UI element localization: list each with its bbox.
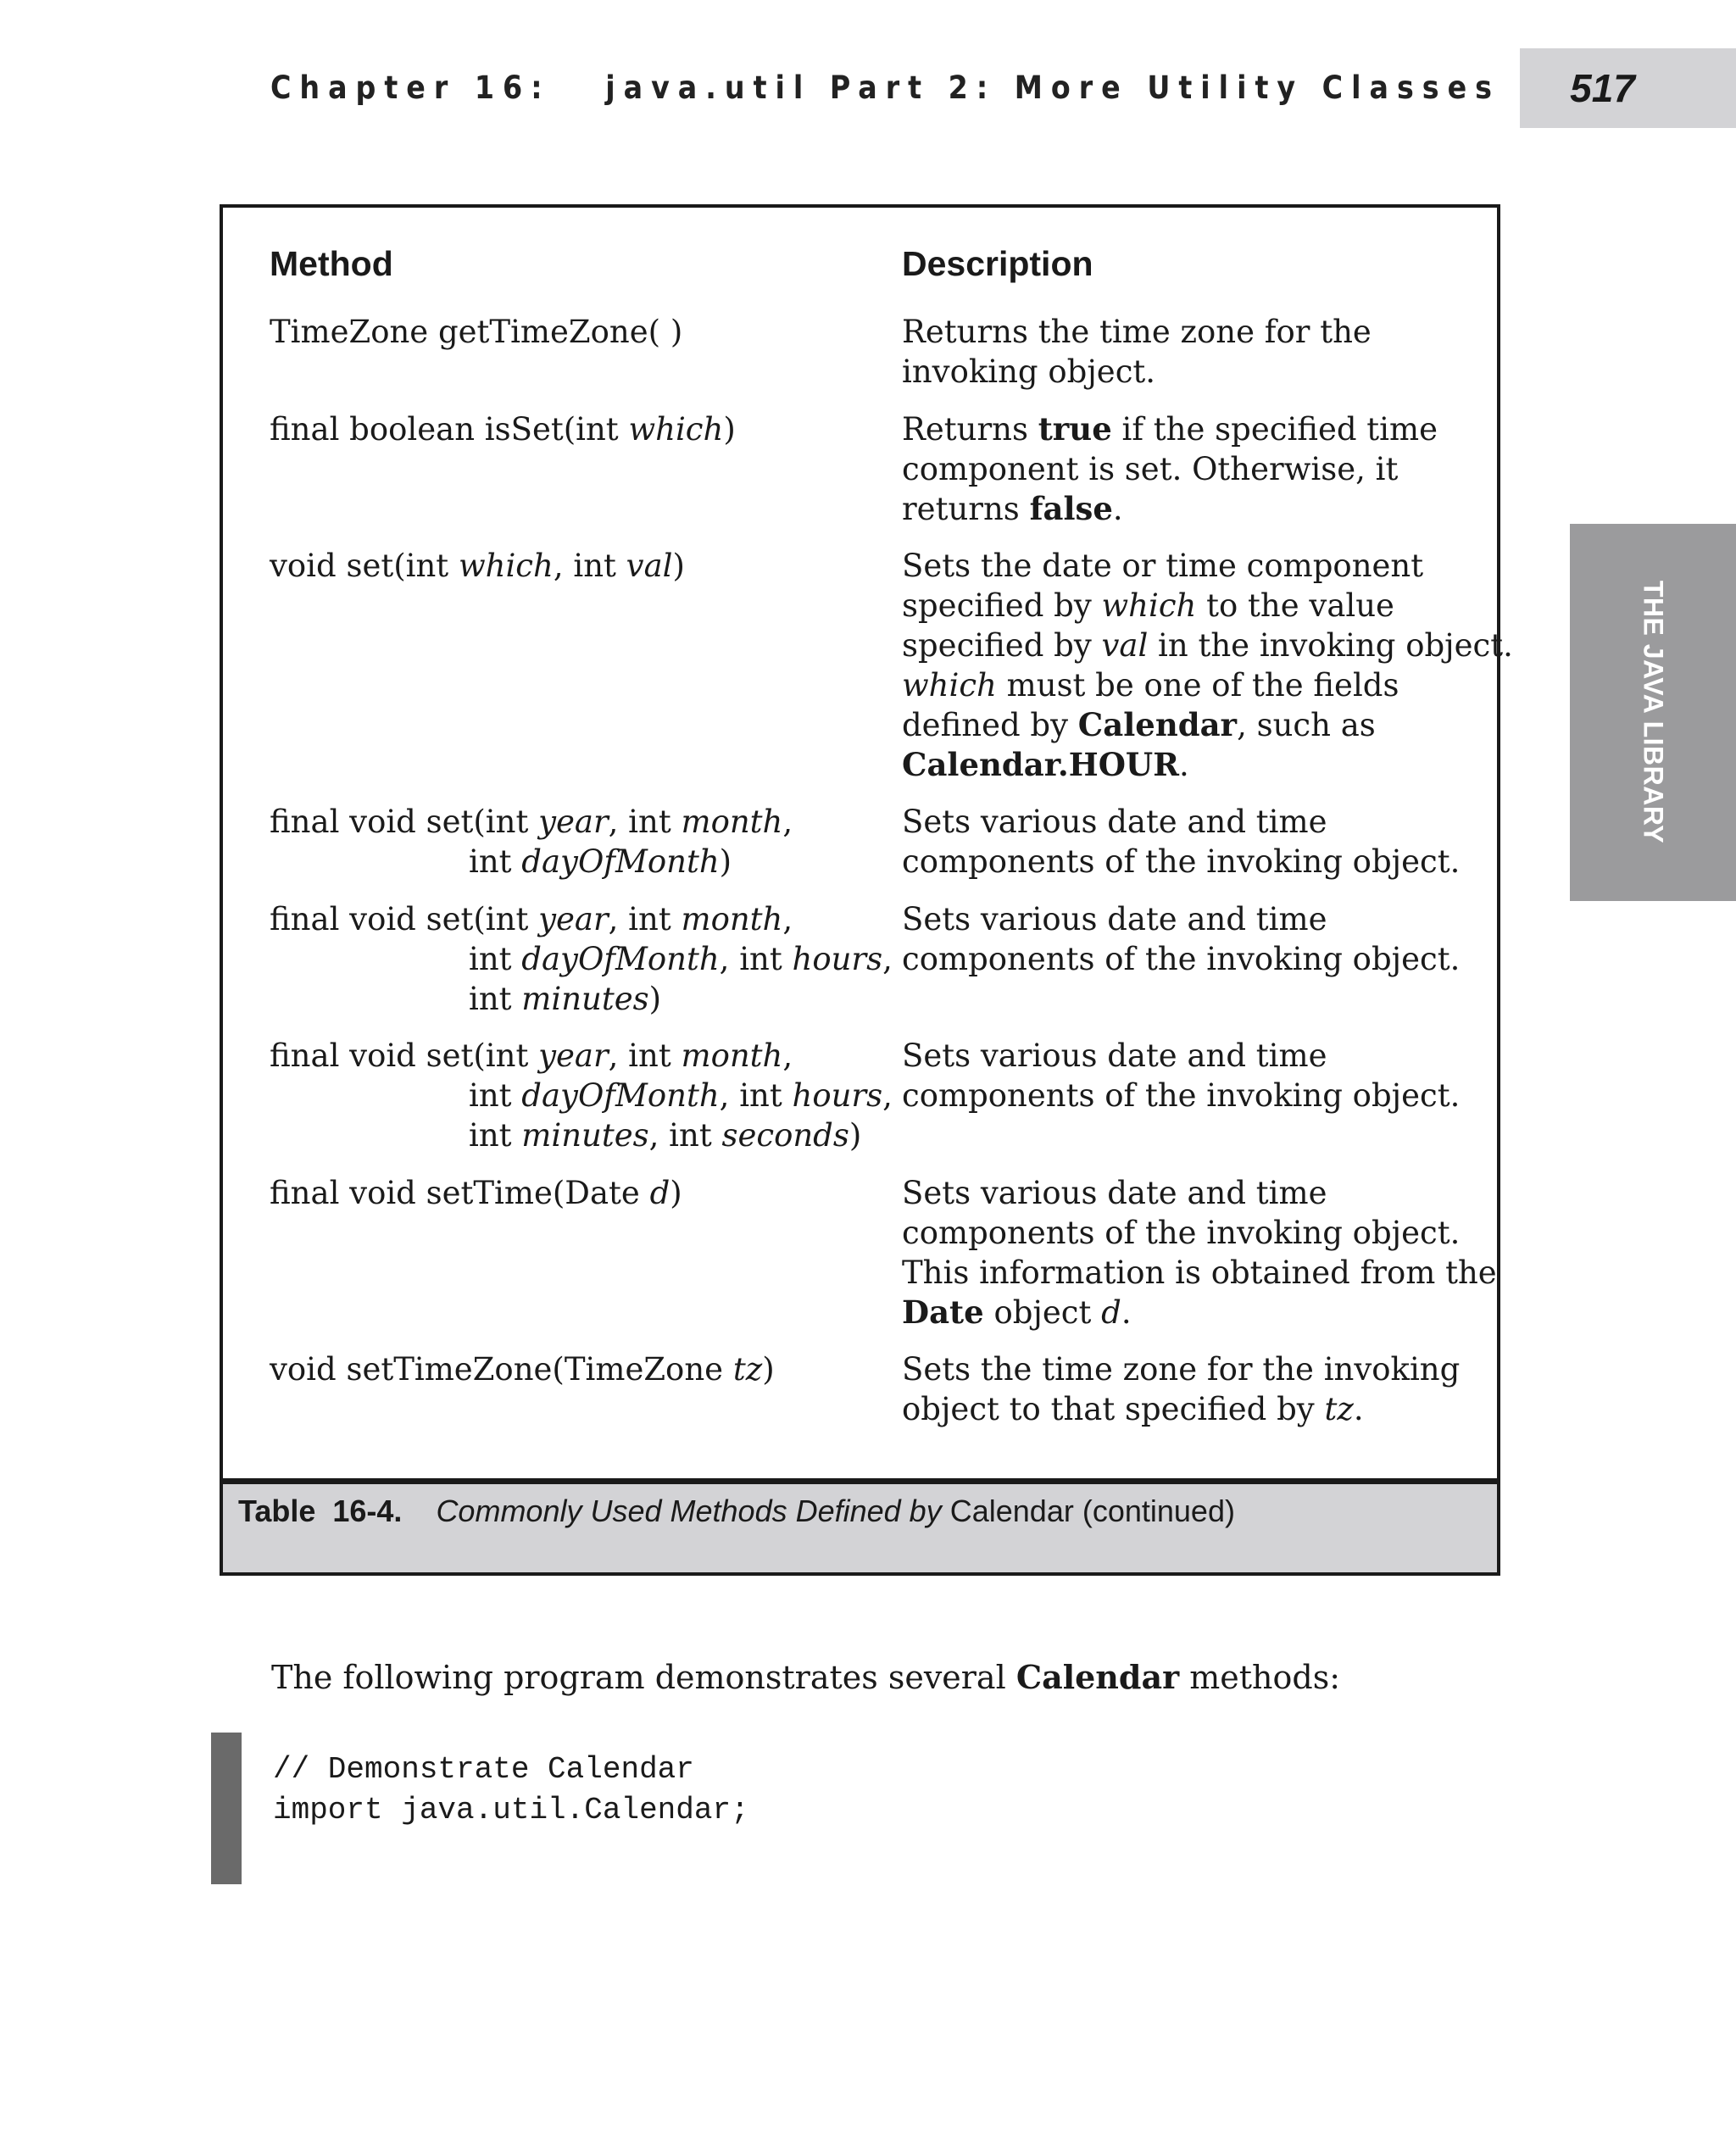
- text-run: ,: [882, 941, 893, 977]
- description-cell: [902, 802, 1460, 882]
- text-run: true: [1038, 410, 1112, 448]
- text-run: must be one of the fields: [996, 667, 1399, 704]
- text-line: [902, 312, 1372, 352]
- text-line: [902, 1389, 1460, 1429]
- text-line: [270, 802, 793, 842]
- text-line: [270, 939, 893, 979]
- text-line: [902, 1036, 1460, 1076]
- description-cell: [902, 1349, 1460, 1429]
- text-run: components of the invoking object.: [902, 1077, 1461, 1114]
- text-line: [270, 409, 736, 449]
- method-cell: [270, 1173, 682, 1213]
- column-header-method: Method: [270, 244, 393, 283]
- method-cell: [270, 409, 736, 449]
- text-run: seconds: [721, 1117, 849, 1154]
- text-line: [902, 802, 1460, 842]
- text-run: Calendar: [1015, 1658, 1180, 1696]
- text-line: [270, 1173, 682, 1213]
- code-margin-bar: [211, 1733, 242, 1884]
- text-run: tz: [1324, 1391, 1354, 1427]
- text-line: [902, 586, 1513, 626]
- method-cell: [270, 546, 685, 586]
- text-line: [270, 1115, 893, 1155]
- text-run: ): [849, 1117, 862, 1154]
- text-line: [902, 665, 1513, 705]
- table-divider: [220, 1478, 1500, 1484]
- body-paragraph: [271, 1658, 1340, 1696]
- text-run: Calendar: [1077, 706, 1238, 743]
- text-run: int: [469, 1077, 522, 1114]
- method-cell: [270, 1349, 775, 1389]
- text-line: [902, 705, 1513, 745]
- text-run: false: [1029, 490, 1113, 527]
- text-run: Sets various date and time: [902, 1037, 1327, 1074]
- text-run: void set(int: [270, 548, 459, 584]
- text-run: int: [469, 1117, 522, 1154]
- text-run: final void setTime(Date: [270, 1175, 650, 1211]
- text-run: ): [670, 1175, 682, 1211]
- text-line: [270, 312, 682, 352]
- text-run: year: [538, 1037, 609, 1074]
- text-run: components of the invoking object.: [902, 941, 1461, 977]
- text-run: This information is obtained from the: [902, 1254, 1497, 1291]
- text-run: Returns: [902, 411, 1038, 448]
- text-run: object: [983, 1294, 1102, 1331]
- text-run: Sets the time zone for the invoking: [902, 1351, 1461, 1388]
- text-line: [902, 626, 1513, 665]
- caption-suffix: (continued): [1082, 1494, 1235, 1528]
- caption-label: Table 16-4.: [238, 1494, 403, 1528]
- side-tab-label: THE JAVA LIBRARY: [1638, 580, 1669, 844]
- text-run: ): [762, 1351, 775, 1388]
- description-cell: [902, 409, 1438, 529]
- text-run: int: [469, 941, 522, 977]
- text-run: defined by: [902, 707, 1078, 743]
- text-run: d: [1101, 1294, 1121, 1331]
- text-run: Sets various date and time: [902, 804, 1327, 840]
- text-line: [902, 449, 1438, 489]
- code-line: // Demonstrate Calendar: [273, 1752, 694, 1787]
- text-line: [270, 842, 793, 882]
- text-run: ): [672, 548, 685, 584]
- text-run: ,: [782, 1037, 793, 1074]
- text-run: if the specified time: [1111, 411, 1438, 448]
- text-line: [902, 1173, 1497, 1213]
- text-run: final void set(int: [270, 901, 539, 937]
- text-run: , int: [719, 1077, 793, 1114]
- table-caption: [238, 1494, 1235, 1529]
- text-line: [902, 489, 1438, 529]
- text-line: [270, 1076, 893, 1115]
- text-run: year: [538, 804, 609, 840]
- text-line: [270, 979, 893, 1019]
- text-run: val: [1101, 627, 1149, 664]
- text-run: , int: [608, 901, 682, 937]
- text-run: specified by: [902, 587, 1102, 624]
- text-run: components of the invoking object.: [902, 1215, 1461, 1251]
- text-run: TimeZone getTimeZone( ): [270, 314, 683, 350]
- description-cell: [902, 899, 1460, 979]
- text-run: hours: [792, 941, 883, 977]
- text-run: The following program demonstrates several: [271, 1659, 1016, 1696]
- text-run: , int: [648, 1117, 722, 1154]
- text-run: month: [681, 804, 783, 840]
- text-run: ): [719, 843, 732, 880]
- text-run: void setTimeZone(TimeZone: [270, 1351, 733, 1388]
- text-run: dayOfMonth: [521, 941, 720, 977]
- text-run: Sets various date and time: [902, 1175, 1327, 1211]
- text-run: .: [1112, 491, 1123, 527]
- text-line: [902, 1293, 1497, 1332]
- text-run: returns: [902, 491, 1030, 527]
- text-run: final void set(int: [270, 1037, 539, 1074]
- text-line: [902, 352, 1372, 392]
- text-run: components of the invoking object.: [902, 843, 1461, 880]
- method-cell: [270, 899, 893, 1019]
- text-run: Sets the date or time component: [902, 548, 1424, 584]
- text-run: , int: [719, 941, 793, 977]
- text-line: [902, 1253, 1497, 1293]
- text-run: month: [681, 901, 783, 937]
- text-run: .: [1178, 747, 1189, 783]
- text-run: d: [649, 1175, 670, 1211]
- text-run: month: [681, 1037, 783, 1074]
- text-run: object to that specified by: [902, 1391, 1325, 1427]
- text-line: [270, 546, 685, 586]
- caption-italic-text: Commonly Used Methods Defined by: [436, 1494, 942, 1528]
- text-run: int: [469, 843, 522, 880]
- page-number: 517: [1570, 66, 1635, 110]
- text-run: Returns the time zone for the: [902, 314, 1372, 350]
- text-run: dayOfMonth: [521, 843, 720, 880]
- text-run: final void set(int: [270, 804, 539, 840]
- text-run: invoking object.: [902, 353, 1156, 390]
- text-line: [902, 899, 1460, 939]
- text-run: ,: [782, 901, 793, 937]
- text-line: [902, 1349, 1460, 1389]
- text-run: .: [1353, 1391, 1364, 1427]
- text-run: methods:: [1179, 1659, 1341, 1696]
- text-run: component is set. Otherwise, it: [902, 451, 1399, 487]
- text-run: Date: [902, 1293, 984, 1331]
- text-run: final boolean isSet(int: [270, 411, 629, 448]
- text-line: [902, 546, 1513, 586]
- text-line: [902, 1076, 1460, 1115]
- text-run: dayOfMonth: [521, 1077, 720, 1114]
- text-line: [902, 842, 1460, 882]
- text-run: which: [902, 667, 997, 704]
- running-head: Chapter 16: java.util Part 2: More Utility Classes: [270, 70, 1500, 106]
- description-cell: [902, 1036, 1460, 1115]
- text-run: in the invoking object.: [1148, 627, 1513, 664]
- text-line: [902, 1213, 1497, 1253]
- text-run: , int: [608, 804, 682, 840]
- text-run: which: [1101, 587, 1197, 624]
- text-run: .: [1121, 1294, 1132, 1331]
- text-run: minutes: [521, 1117, 649, 1154]
- text-run: int: [469, 981, 522, 1017]
- text-run: ,: [782, 804, 793, 840]
- text-run: hours: [792, 1077, 883, 1114]
- text-run: , such as: [1237, 707, 1376, 743]
- text-line: [270, 1349, 775, 1389]
- text-run: specified by: [902, 627, 1102, 664]
- text-line: [902, 745, 1513, 785]
- text-run: , int: [608, 1037, 682, 1074]
- description-cell: [902, 1173, 1497, 1332]
- method-cell: [270, 802, 793, 882]
- text-run: , int: [553, 548, 626, 584]
- text-run: which: [458, 548, 554, 584]
- text-run: Calendar.HOUR: [902, 746, 1179, 783]
- text-run: Sets various date and time: [902, 901, 1327, 937]
- text-run: which: [628, 411, 724, 448]
- column-header-description: Description: [902, 244, 1093, 283]
- description-cell: [902, 312, 1372, 392]
- text-line: [902, 939, 1460, 979]
- text-run: ): [648, 981, 662, 1017]
- code-line: import java.util.Calendar;: [273, 1793, 749, 1827]
- text-run: to the value: [1196, 587, 1394, 624]
- text-run: minutes: [521, 981, 649, 1017]
- text-run: val: [626, 548, 673, 584]
- caption-class-name: Calendar: [949, 1494, 1074, 1528]
- text-run: tz: [732, 1351, 763, 1388]
- text-run: ,: [882, 1077, 893, 1114]
- method-cell: [270, 1036, 893, 1155]
- text-line: [270, 899, 893, 939]
- text-run: ): [723, 411, 736, 448]
- text-line: [902, 409, 1438, 449]
- text-line: [271, 1658, 1340, 1696]
- method-cell: [270, 312, 682, 352]
- text-run: year: [538, 901, 609, 937]
- text-line: [270, 1036, 893, 1076]
- description-cell: [902, 546, 1513, 785]
